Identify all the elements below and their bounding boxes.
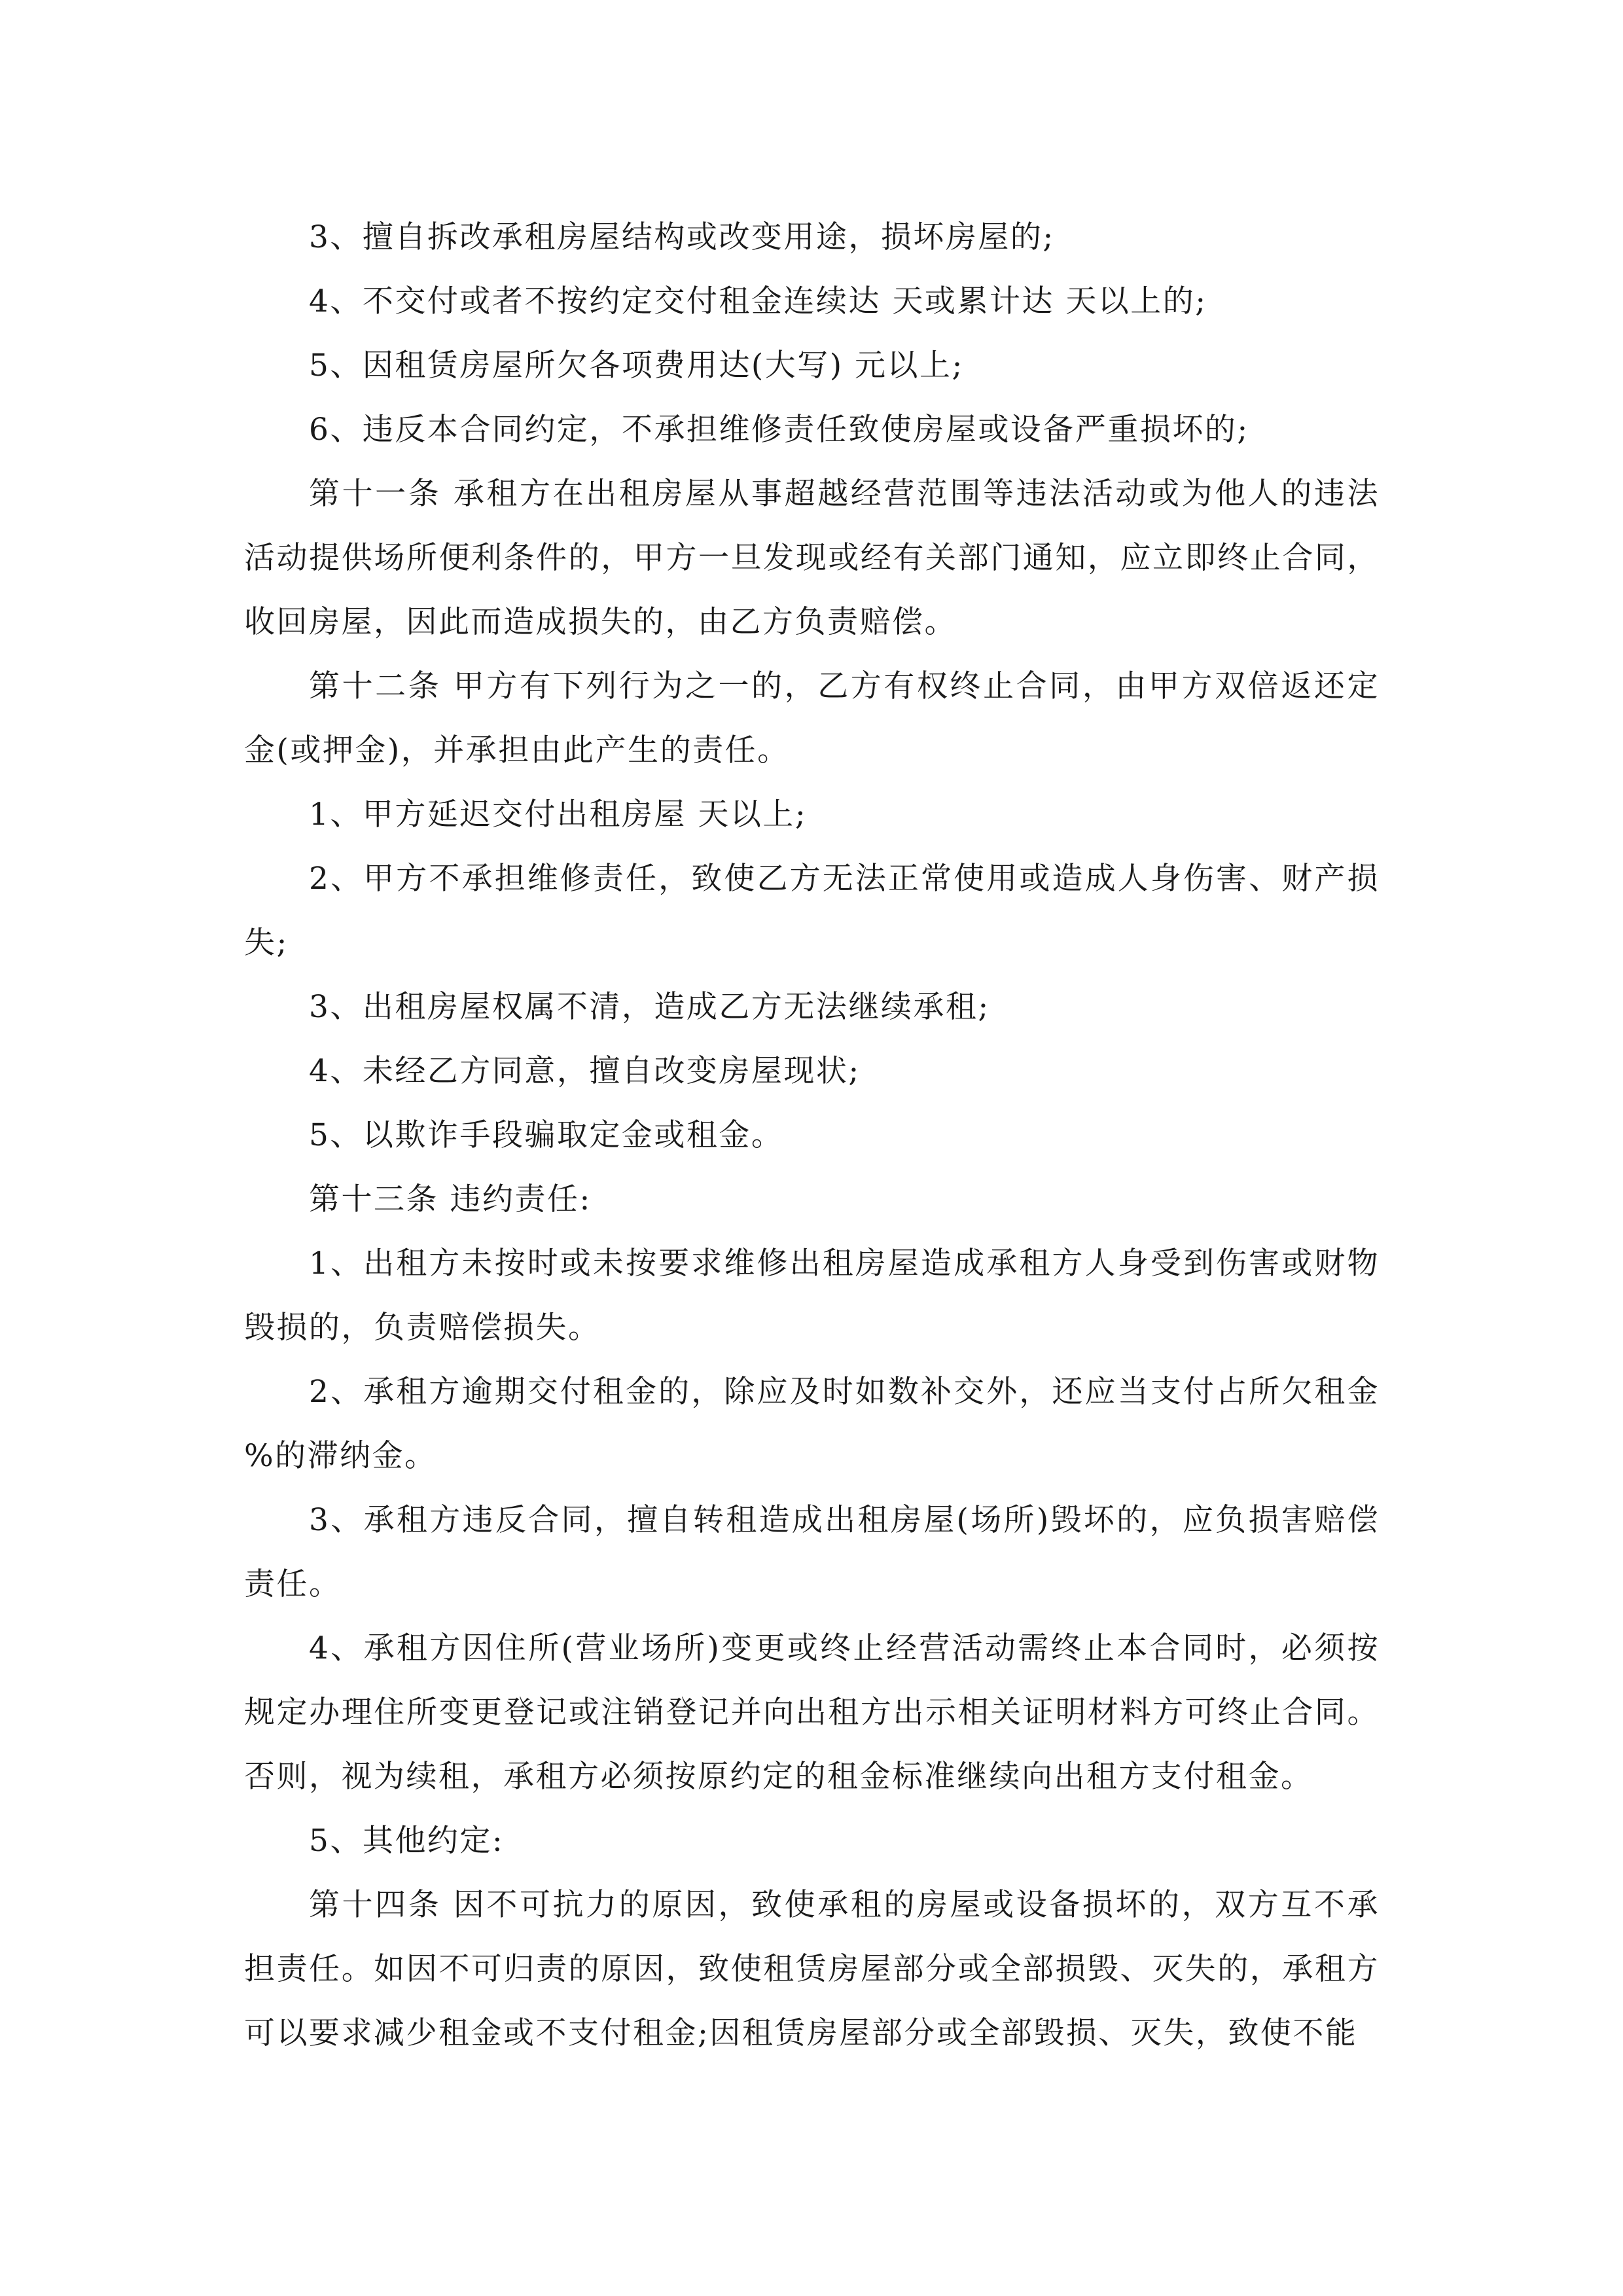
- article-13-heading: 第十三条 违约责任:: [309, 1181, 592, 1217]
- article-13-item-1: 1、出租方未按时或未按要求维修出租房屋造成承租方人身受到伤害或财物毁损的，负责赔偿损失。: [244, 1246, 1380, 1346]
- article-14: 第十四条 因不可抗力的原因，致使承租的房屋或设备损坏的，双方互不承担责任。如因不可归责的原因，致使租赁房屋部分或全部损毁、灭失的，承租方可以要求减少租金或不支付租金;因租赁房屋部分或全部毁损、灭失，致使不能: [244, 1887, 1380, 2051]
- clause-item-5-unpaid-fees: 5、因租赁房屋所欠各项费用达(大写) 元以上;: [309, 348, 964, 384]
- article-12-item-4: 4、未经乙方同意，擅自改变房屋现状;: [309, 1053, 861, 1089]
- contract-text-body: [244, 206, 1380, 2066]
- article-12-item-2: 2、甲方不承担维修责任，致使乙方无法正常使用或造成人身伤害、财产损失;: [244, 861, 1380, 961]
- article-11: 第十一条 承租方在出租房屋从事超越经营范围等违法活动或为他人的违法活动提供场所便利条件的，甲方一旦发现或经有关部门通知，应立即终止合同，收回房屋，因此而造成损失的，由乙方负责赔偿。: [244, 476, 1380, 640]
- article-12: 第十二条 甲方有下列行为之一的，乙方有权终止合同，由甲方双倍返还定金(或押金)，并承担由此产生的责任。: [244, 668, 1380, 768]
- clause-item-6-maintenance-breach: 6、违反本合同约定，不承担维修责任致使房屋或设备严重损坏的;: [309, 412, 1249, 448]
- article-13-item-2: 2、承租方逾期交付租金的，除应及时如数补交外，还应当支付占所欠租金 %的滞纳金。: [244, 1374, 1380, 1474]
- clause-item-3-unauthorized-alteration: 3、擅自拆改承租房屋结构或改变用途，损坏房屋的;: [309, 219, 1055, 255]
- clause-item-4-rent-arrears: 4、不交付或者不按约定交付租金连续达 天或累计达 天以上的;: [309, 283, 1207, 319]
- article-12-item-5: 5、以欺诈手段骗取定金或租金。: [309, 1117, 784, 1153]
- article-12-item-3: 3、出租房屋权属不清，造成乙方无法继续承租;: [309, 989, 990, 1025]
- article-13-item-5: 5、其他约定:: [309, 1823, 505, 1859]
- article-13-item-3: 3、承租方违反合同，擅自转租造成出租房屋(场所)毁坏的，应负损害赔偿责任。: [244, 1502, 1380, 1602]
- article-13-item-4: 4、承租方因住所(营业场所)变更或终止经营活动需终止本合同时，必须按规定办理住所变更登记或注销登记并向出租方出示相关证明材料方可终止合同。否则，视为续租，承租方必须按原约定的租金标准继续向出租方支付租金。: [244, 1630, 1380, 1795]
- article-12-item-1: 1、甲方延迟交付出租房屋 天以上;: [309, 797, 808, 833]
